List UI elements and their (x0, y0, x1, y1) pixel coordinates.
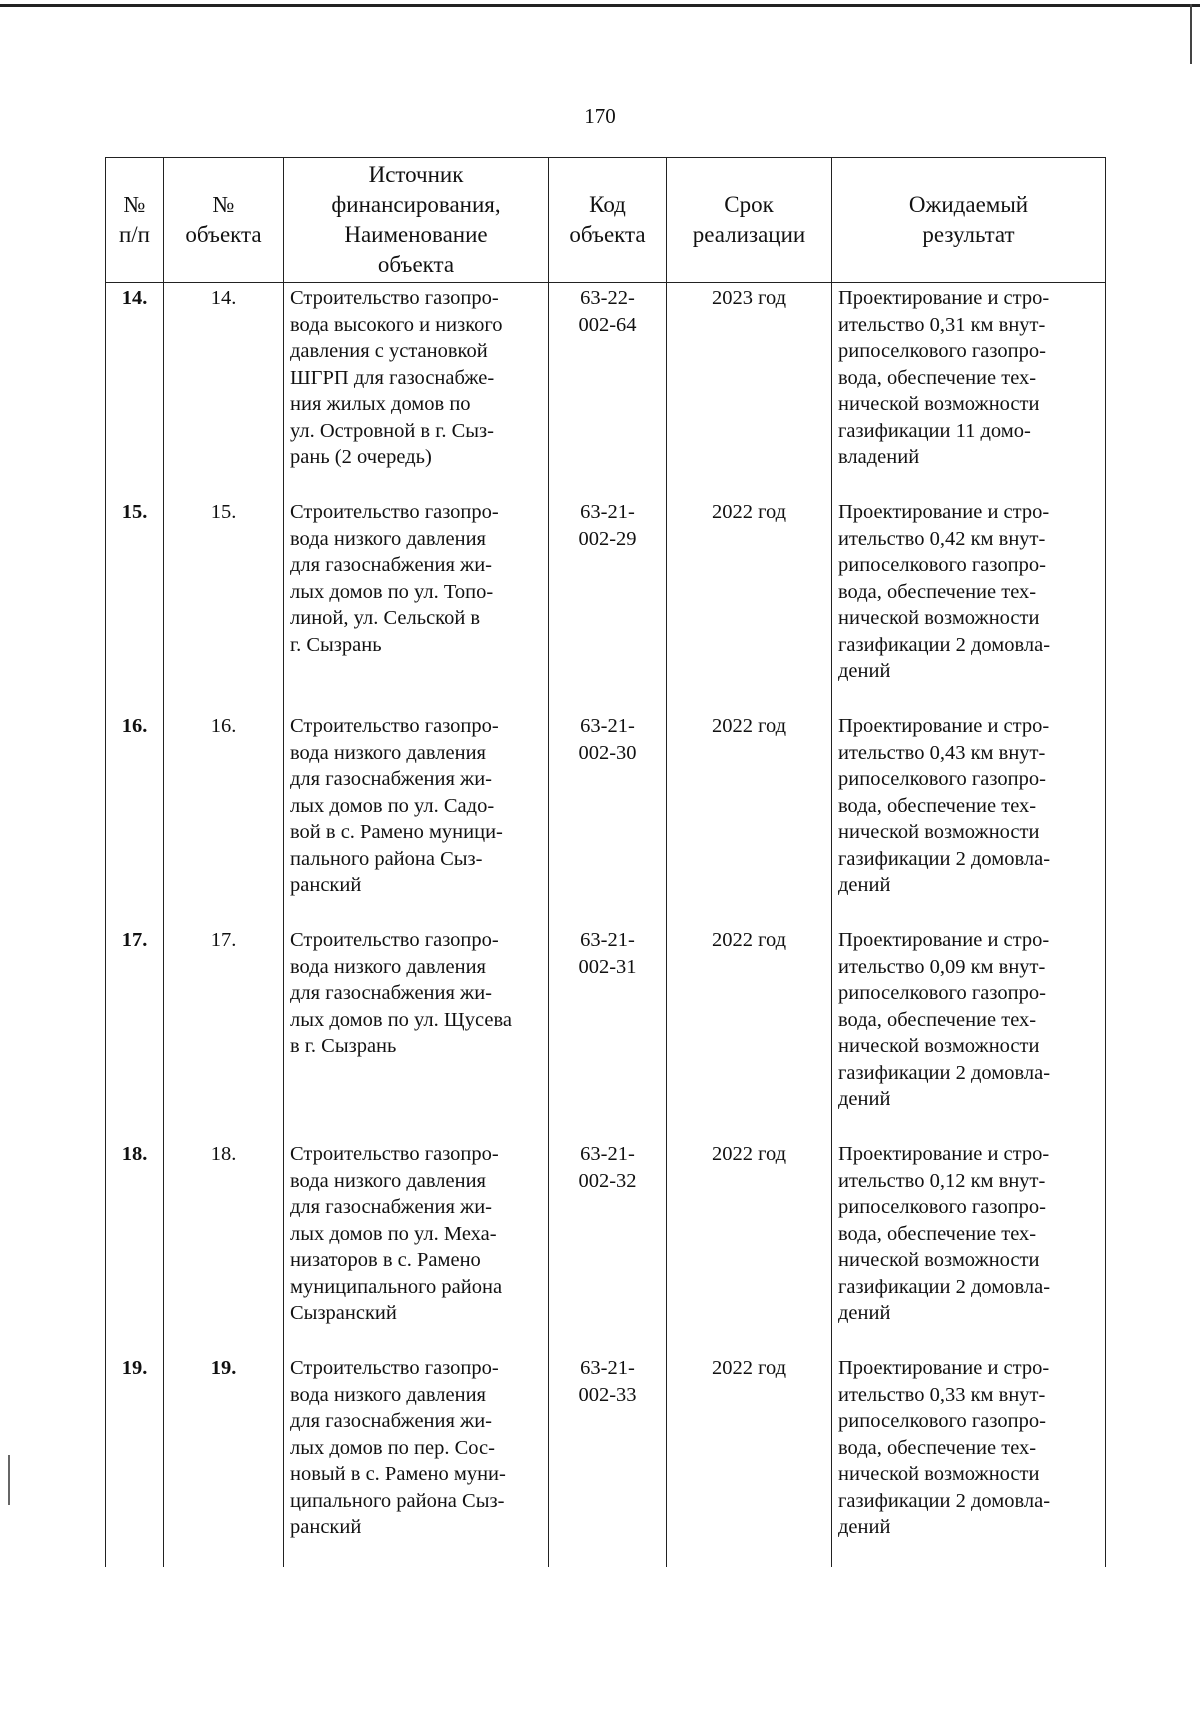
row-code: 63-21- 002-30 (549, 711, 667, 925)
row-object-num: 15. (164, 497, 284, 711)
row-period: 2022 год (667, 497, 832, 711)
row-code: 63-21- 002-33 (549, 1353, 667, 1567)
header-period: Срок реализации (667, 158, 832, 283)
row-object-num: 16. (164, 711, 284, 925)
row-code: 63-21- 002-32 (549, 1139, 667, 1353)
row-result: Проектирование и стро- ительство 0,09 км внут- рипоселкового газопро- вода, обеспечение тех- нической возможности газификации 2 домовла- дений (832, 925, 1106, 1139)
table-row (106, 497, 1106, 711)
row-num: 19. (106, 1353, 164, 1567)
scan-border-right (1190, 4, 1192, 64)
table-row (106, 711, 1106, 925)
row-name: Строительство газопро- вода низкого давления для газоснабжения жи- лых домов по ул. Топо- линой, ул. Сельской в г. Сызрань (284, 497, 549, 711)
scan-mark-left (8, 1455, 10, 1505)
header-object-num: № объекта (164, 158, 284, 283)
row-result: Проектирование и стро- ительство 0,33 км внут- рипоселкового газопро- вода, обеспечение тех- нической возможности газификации 2 домовла- дений (832, 1353, 1106, 1567)
page-number: 170 (584, 104, 616, 128)
row-period: 2022 год (667, 711, 832, 925)
row-period: 2022 год (667, 1139, 832, 1353)
objects-table (105, 157, 1106, 1567)
row-object-num: 19. (164, 1353, 284, 1567)
row-name: Строительство газопро- вода низкого давления для газоснабжения жи- лых домов по ул. Садо- вой в с. Рамено муници- пального района Сыз- ранский (284, 711, 549, 925)
table-row (106, 1353, 1106, 1567)
header-source-name: Источник финансирования, Наименование объекта (284, 158, 549, 283)
row-name: Строительство газопро- вода низкого давления для газоснабжения жи- лых домов по пер. Сос- новый в с. Рамено муни- ципального района Сыз- ранский (284, 1353, 549, 1567)
row-code: 63-21- 002-31 (549, 925, 667, 1139)
header-code: Код объекта (549, 158, 667, 283)
row-object-num: 17. (164, 925, 284, 1139)
header-result: Ожидаемый результат (832, 158, 1106, 283)
row-code: 63-21- 002-29 (549, 497, 667, 711)
row-code: 63-22- 002-64 (549, 283, 667, 498)
row-result: Проектирование и стро- ительство 0,43 км внут- рипоселкового газопро- вода, обеспечение тех- нической возможности газификации 2 домовла- дений (832, 711, 1106, 925)
row-num: 15. (106, 497, 164, 711)
row-object-num: 14. (164, 283, 284, 498)
row-num: 16. (106, 711, 164, 925)
table-header-row (106, 158, 1106, 283)
row-num: 18. (106, 1139, 164, 1353)
row-result: Проектирование и стро- ительство 0,31 км внут- рипоселкового газопро- вода, обеспечение тех- нической возможности газификации 11 домо- владений (832, 283, 1106, 498)
row-name: Строительство газопро- вода высокого и низкого давления с установкой ШГРП для газоснабже- ния жилых домов по ул. Островной в г. Сыз- рань (2 очередь) (284, 283, 549, 498)
header-num: № п/п (106, 158, 164, 283)
row-object-num: 18. (164, 1139, 284, 1353)
row-period: 2023 год (667, 283, 832, 498)
row-name: Строительство газопро- вода низкого давления для газоснабжения жи- лых домов по ул. Меха- низаторов в с. Рамено муниципального района Сызранский (284, 1139, 549, 1353)
row-name: Строительство газопро- вода низкого давления для газоснабжения жи- лых домов по ул. Щусева в г. Сызрань (284, 925, 549, 1139)
row-num: 14. (106, 283, 164, 498)
row-result: Проектирование и стро- ительство 0,12 км внут- рипоселкового газопро- вода, обеспечение тех- нической возможности газификации 2 домовла- дений (832, 1139, 1106, 1353)
table-row (106, 283, 1106, 498)
scan-border-top (0, 4, 1200, 7)
table-row (106, 925, 1106, 1139)
table-row (106, 1139, 1106, 1353)
row-period: 2022 год (667, 1353, 832, 1567)
row-result: Проектирование и стро- ительство 0,42 км внут- рипоселкового газопро- вода, обеспечение тех- нической возможности газификации 2 домовла- дений (832, 497, 1106, 711)
row-period: 2022 год (667, 925, 832, 1139)
row-num: 17. (106, 925, 164, 1139)
